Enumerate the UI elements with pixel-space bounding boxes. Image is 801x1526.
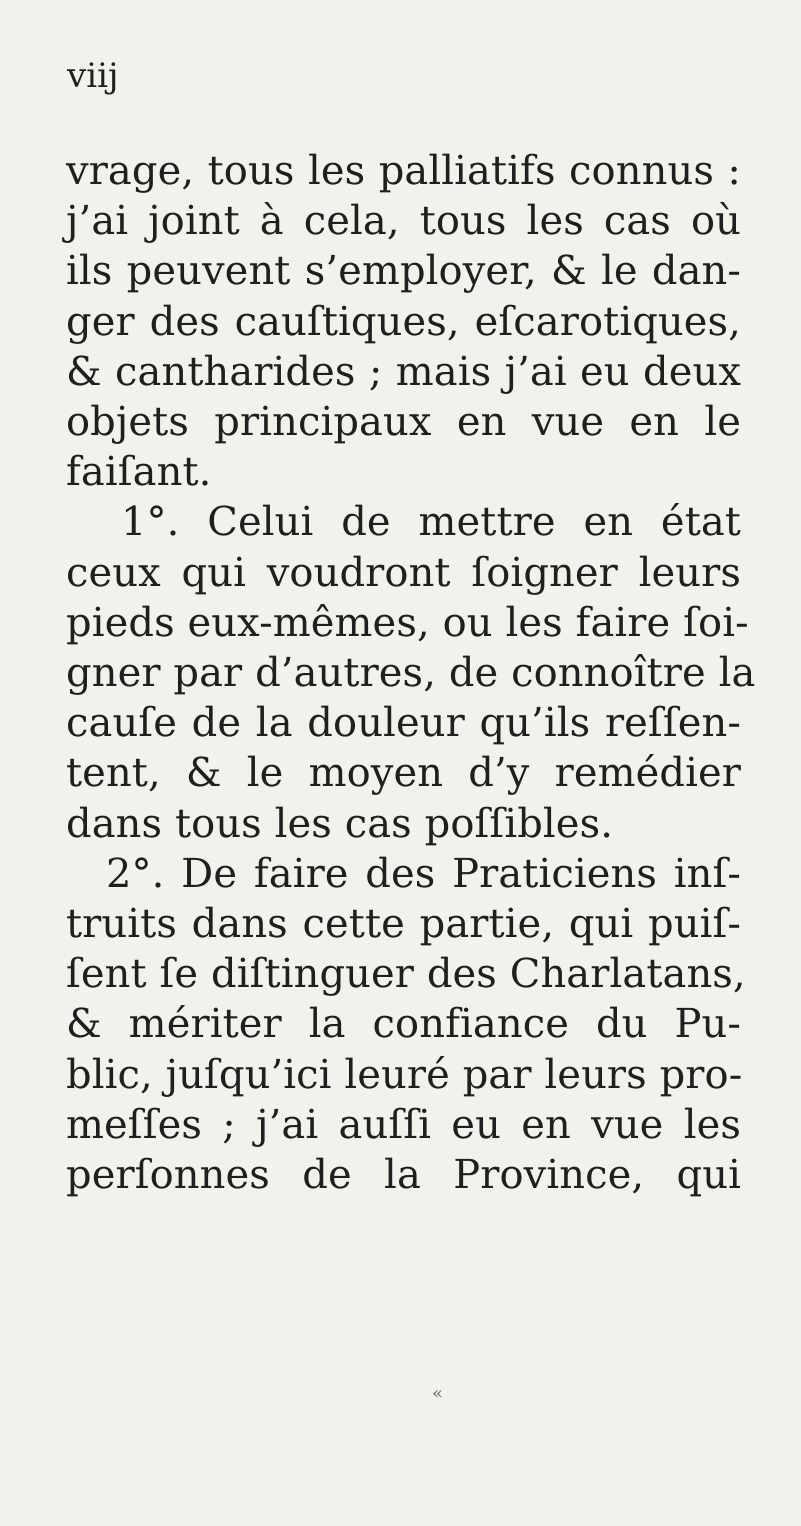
text-line: ger des cauſtiques, eſcarotiques,: [66, 298, 741, 345]
text-line: blic, juſqu’ici leuré par leurs pro-: [66, 1051, 743, 1098]
text-line: dans tous les cas poſſibles.: [66, 800, 614, 847]
text-line: & mériter la confiance du Pu-: [66, 1001, 741, 1048]
body-text: [66, 146, 756, 1200]
text-line: faiſant.: [66, 449, 212, 496]
text-line: ſent ſe diſtinguer des Charlatans,: [66, 951, 746, 998]
text-line: ils peuvent s’employer, & le dan-: [66, 248, 741, 295]
text-line: gner par d’autres, de connoître la: [66, 650, 756, 697]
text-line: cauſe de la douleur qu’ils reſſen-: [66, 700, 741, 747]
text-line: vrage, tous les palliatifs connus :: [66, 148, 741, 194]
text-line: & cantharides ; mais j’ai eu deux: [66, 348, 741, 395]
text-line: objets principaux en vue en le: [66, 399, 741, 446]
footer-mark: «: [432, 1383, 444, 1404]
text-line: truits dans cette partie, qui puiſ-: [66, 901, 741, 948]
page-number: viij: [67, 56, 119, 96]
paragraph-one-start: 1°. Celui de mettre en état: [121, 499, 741, 546]
text-line: meſſes ; j’ai auſſi eu en vue les: [66, 1101, 741, 1148]
text-line: perſonnes de la Province, qui: [66, 1152, 741, 1199]
text-line: ceux qui voudront ſoigner leurs: [66, 549, 741, 596]
text-line: pieds eux-mêmes, ou les faire ſoi-: [66, 599, 749, 646]
text-line: tent, & le moyen d’y remédier: [66, 750, 741, 797]
text-line: j’ai joint à cela, tous les cas où: [66, 198, 741, 245]
paragraph-two-start: 2°. De faire des Praticiens inſ-: [106, 850, 741, 897]
